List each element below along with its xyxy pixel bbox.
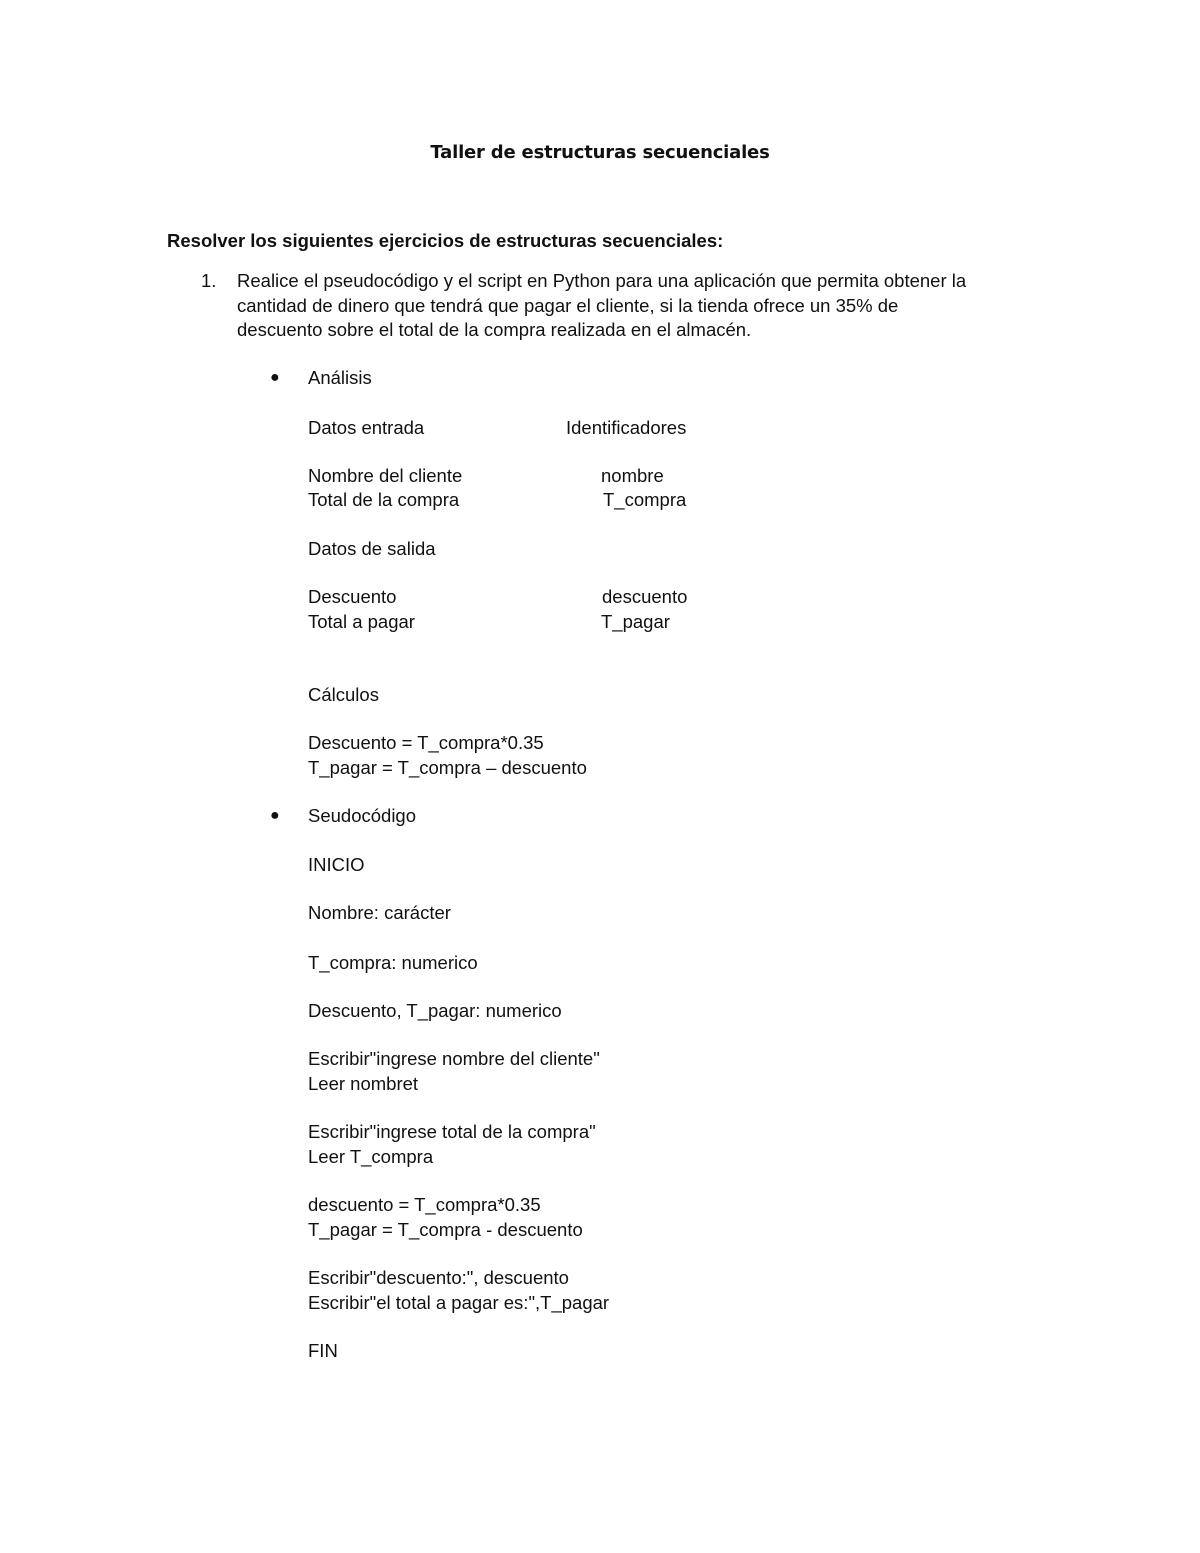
pseudocode-line: Nombre: carácter xyxy=(308,902,451,923)
pseudocode-line: Escribir"ingrese total de la compra" xyxy=(308,1121,596,1142)
output-label: Descuento xyxy=(308,586,397,607)
analysis-heading: Análisis xyxy=(308,367,372,388)
document-subtitle: Resolver los siguientes ejercicios de estructuras secuenciales: xyxy=(167,230,724,251)
pseudocode-line: FIN xyxy=(308,1340,338,1361)
calc-header: Cálculos xyxy=(308,684,379,705)
pseudocode-line: Leer nombret xyxy=(308,1073,419,1094)
output-header: Datos de salida xyxy=(308,538,436,559)
pseudocode-line: Escribir"descuento:", descuento xyxy=(308,1267,569,1288)
input-identifier: T_compra xyxy=(603,489,687,510)
pseudocode-line: INICIO xyxy=(308,854,365,875)
pseudocode-line: descuento = T_compra*0.35 xyxy=(308,1194,541,1215)
calc-line: Descuento = T_compra*0.35 xyxy=(308,732,544,753)
pseudocode-heading: Seudocódigo xyxy=(308,805,417,826)
pseudocode-line: Escribir"el total a pagar es:",T_pagar xyxy=(308,1292,610,1313)
document-title: Taller de estructuras secuenciales xyxy=(430,142,770,163)
exercise-statement xyxy=(237,269,1037,343)
exercise-number: 1. xyxy=(201,270,217,291)
pseudocode-line: T_compra: numerico xyxy=(308,952,478,973)
pseudocode-line: T_pagar = T_compra - descuento xyxy=(308,1219,583,1240)
input-header: Datos entrada xyxy=(308,417,425,438)
output-identifier: T_pagar xyxy=(601,611,670,632)
pseudocode-line: Leer T_compra xyxy=(308,1146,434,1167)
pseudocode-line: Descuento, T_pagar: numerico xyxy=(308,1000,562,1021)
bullet-icon: ● xyxy=(270,369,280,386)
input-label: Total de la compra xyxy=(308,489,460,510)
identifiers-header: Identificadores xyxy=(566,417,687,438)
output-label: Total a pagar xyxy=(308,611,415,632)
calc-line: T_pagar = T_compra – descuento xyxy=(308,757,587,778)
output-identifier: descuento xyxy=(602,586,688,607)
exercise-line: descuento sobre el total de la compra realizada en el almacén. xyxy=(237,319,752,340)
input-label: Nombre del cliente xyxy=(308,465,463,486)
exercise-line: Realice el pseudocódigo y el script en Python para una aplicación que permita obtener la xyxy=(237,270,967,291)
pseudocode-line: Escribir"ingrese nombre del cliente" xyxy=(308,1048,600,1069)
exercise-line: cantidad de dinero que tendrá que pagar el cliente, si la tienda ofrece un 35% de xyxy=(237,294,899,316)
input-identifier: nombre xyxy=(601,465,664,486)
bullet-icon: ● xyxy=(270,807,280,824)
